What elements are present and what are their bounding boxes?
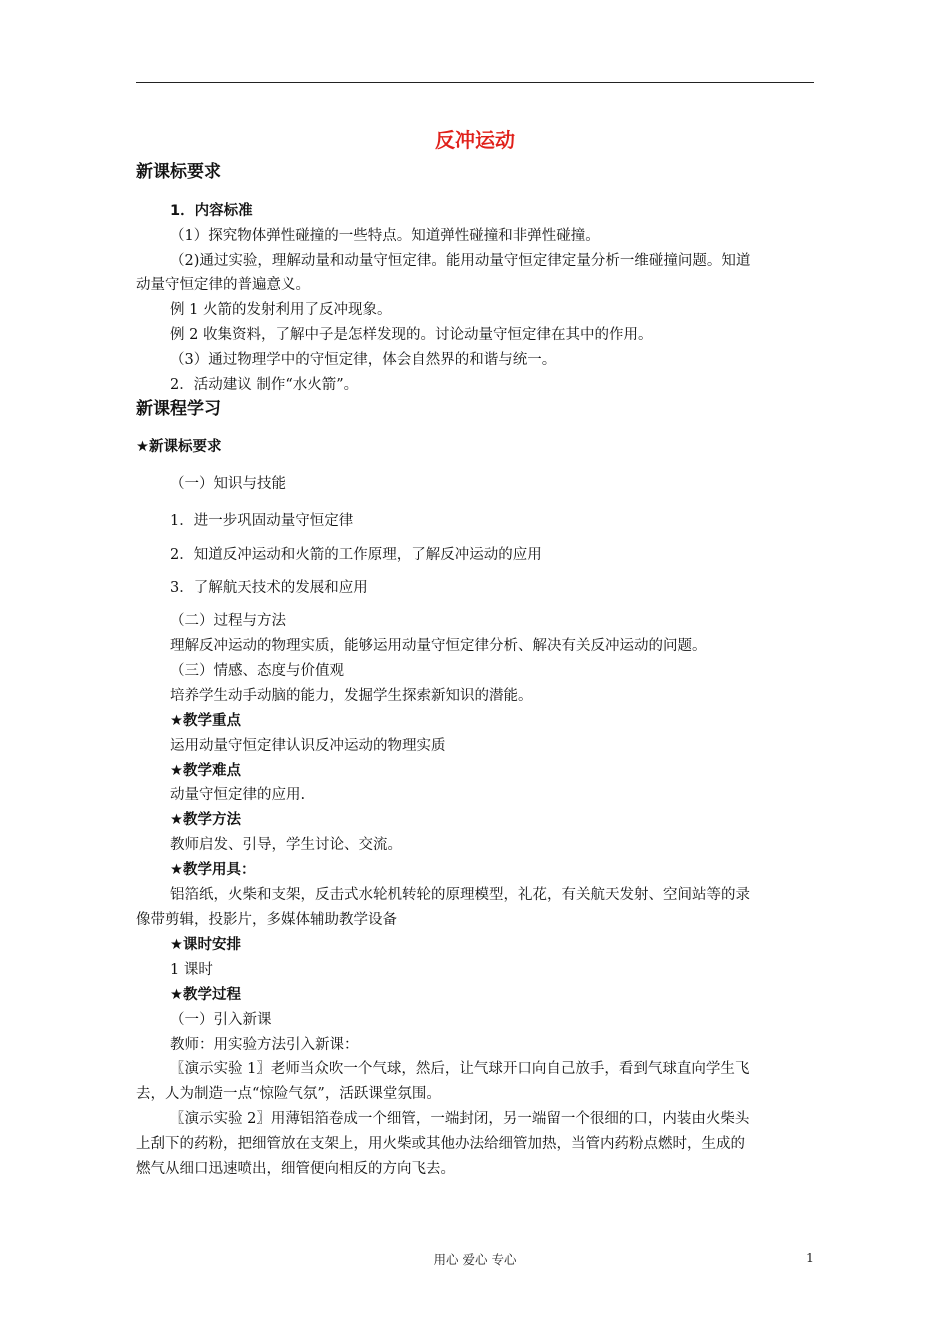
header-rule (136, 82, 814, 83)
teacher-intro: 教师：用实验方法引入新课： (170, 1037, 359, 1053)
demo-2-line1: 〖演示实验 2〗用薄铝箔卷成一个细管，一端封闭，另一端留一个很细的口，内装由火柴头 (170, 1111, 750, 1127)
demo-2-line2: 上刮下的药粉，把细管放在支架上，用火柴或其他办法给细管加热，当管内药粉点燃时，生成的 (136, 1136, 745, 1152)
knowledge-skills-heading: （一）知识与技能 (170, 476, 286, 492)
teaching-tools-line2: 像带剪辑，投影片，多媒体辅助教学设备 (136, 912, 397, 928)
example-2: 例 2 收集资料，了解中子是怎样发现的。讨论动量守恒定律在其中的作用。 (170, 327, 653, 343)
demo-2-line3: 燃气从细口迅速喷出，细管便向相反的方向飞去。 (136, 1161, 455, 1177)
teaching-process-heading: ★教学过程 (170, 987, 241, 1003)
teaching-tools-line1: 铝箔纸，火柴和支架，反击式水轮机转轮的原理模型，礼花，有关航天发射、空间站等的录 (170, 887, 750, 903)
intro-heading: （一）引入新课 (170, 1012, 272, 1028)
teaching-focus-heading: ★教学重点 (170, 713, 241, 729)
knowledge-item-1: 1．进一步巩固动量守恒定律 (170, 513, 354, 529)
knowledge-item-3: 3．了解航天技术的发展和应用 (170, 580, 368, 596)
page-footer: 用心 爱心 专心 (433, 1252, 517, 1267)
class-hours-heading: ★课时安排 (170, 937, 241, 953)
page-number: 1 (806, 1250, 814, 1265)
document-title: 反冲运动 (435, 128, 515, 152)
activity-suggestion: 2．活动建议 制作“水火箭”。 (170, 377, 359, 393)
star-requirements-heading: ★新课标要求 (136, 439, 222, 455)
process-method-text: 理解反冲运动的物理实质，能够运用动量守恒定律分析、解决有关反冲运动的问题。 (170, 638, 707, 654)
example-1: 例 1 火箭的发射利用了反冲现象。 (170, 302, 392, 318)
content-standard-label: 1．内容标准 (170, 203, 253, 219)
knowledge-item-2: 2．知道反冲运动和火箭的工作原理，了解反冲运动的应用 (170, 547, 542, 563)
teaching-difficulty-text: 动量守恒定律的应用. (170, 787, 306, 803)
teaching-tools-heading: ★教学用具： (170, 862, 256, 878)
class-hours-text: 1 课时 (170, 962, 213, 978)
demo-1-line2: 去，人为制造一点“惊险气氛”，活跃课堂氛围。 (136, 1086, 441, 1102)
teaching-focus-text: 运用动量守恒定律认识反冲运动的物理实质 (170, 738, 446, 754)
section-heading-requirements: 新课标要求 (136, 162, 221, 182)
standard-point-3: （3）通过物理学中的守恒定律，体会自然界的和谐与统一。 (170, 352, 557, 368)
standard-point-1: （1）探究物体弹性碰撞的一些特点。知道弹性碰撞和非弹性碰撞。 (170, 228, 600, 244)
process-method-heading: （二）过程与方法 (170, 613, 286, 629)
emotion-values-heading: （三）情感、态度与价值观 (170, 663, 344, 679)
teaching-difficulty-heading: ★教学难点 (170, 763, 241, 779)
standard-point-2-line1: （2)通过实验，理解动量和动量守恒定律。能用动量守恒定律定量分析一维碰撞问题。知道 (170, 253, 751, 269)
demo-1-line1: 〖演示实验 1〗老师当众吹一个气球，然后，让气球开口向自己放手，看到气球直向学生飞 (170, 1061, 750, 1077)
teaching-method-text: 教师启发、引导，学生讨论、交流。 (170, 837, 402, 853)
emotion-values-text: 培养学生动手动脑的能力，发掘学生探索新知识的潜能。 (170, 688, 533, 704)
section-heading-study: 新课程学习 (136, 399, 221, 419)
teaching-method-heading: ★教学方法 (170, 812, 241, 828)
standard-point-2-line2: 动量守恒定律的普遍意义。 (136, 277, 310, 293)
